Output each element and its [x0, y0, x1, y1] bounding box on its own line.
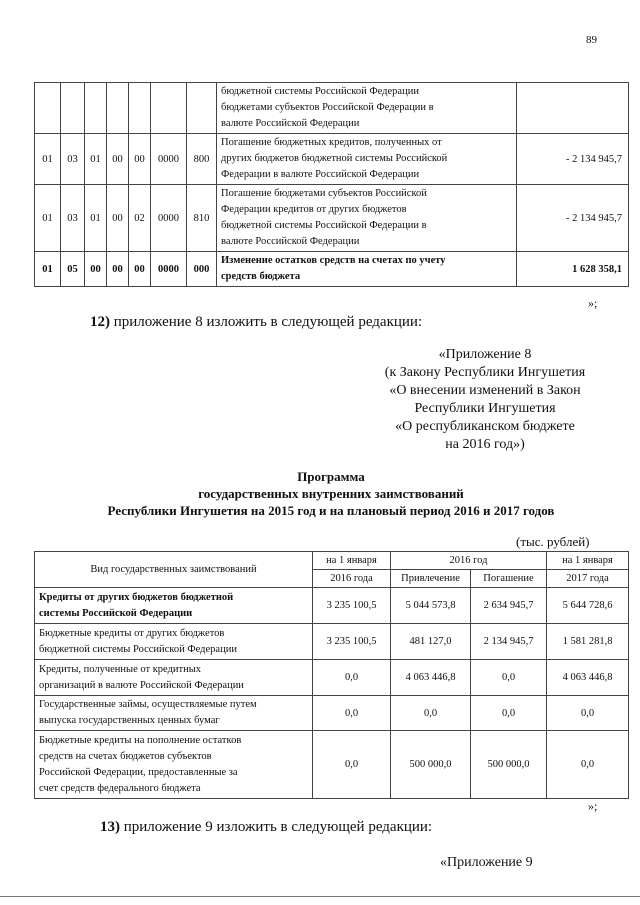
header-attract: Привлечение: [391, 570, 471, 588]
appendix-line: «Приложение 8: [438, 347, 532, 362]
table-row: [35, 696, 629, 731]
row-name: [217, 83, 517, 134]
value-v2016: 3 235 100,5: [313, 588, 391, 624]
borrowing-kind-line: Бюджетные кредиты на пополнение остатков: [39, 734, 242, 746]
code-cell: [187, 83, 217, 134]
item-13: [100, 819, 432, 836]
code-cell: 810: [187, 185, 217, 252]
row-name-line: бюджетной системы Российской Федерации в: [221, 220, 427, 231]
code-cell: [61, 83, 85, 134]
amount-cell: 1 628 358,1: [517, 252, 629, 287]
header-year: 2016 год: [391, 552, 547, 570]
table-row: [35, 731, 629, 799]
row-name-line: Погашение бюджетами субъектов Российской: [221, 188, 427, 199]
table-row: [35, 83, 629, 134]
borrowing-kind-line: счет средств федерального бюджета: [39, 782, 201, 794]
header-kind: Вид государственных заимствований: [35, 552, 313, 588]
table-row: [35, 624, 629, 660]
borrowing-kind-line: организаций в валюте Российской Федерации: [39, 679, 244, 691]
table-row: [35, 660, 629, 696]
row-name-line: валюте Российской Федерации: [221, 236, 360, 247]
value-v2017: 0,0: [547, 696, 629, 731]
header-end-line1: на 1 января: [547, 552, 629, 570]
borrowing-kind-line: Бюджетные кредиты от других бюджетов: [39, 627, 225, 639]
borrowing-kind: [35, 731, 313, 799]
table-row: [35, 252, 629, 287]
closing-quote: »;: [588, 296, 598, 310]
value-attract: 4 063 446,8: [391, 660, 471, 696]
value-attract: 500 000,0: [391, 731, 471, 799]
row-name-line: других бюджетов бюджетной системы Российской: [221, 153, 448, 164]
amount-cell: - 2 134 945,7: [517, 185, 629, 252]
code-cell: 01: [35, 134, 61, 185]
appendix-line: (к Закону Республики Ингушетия: [384, 365, 586, 380]
borrowing-kind-line: Российской Федерации, предоставленные за: [39, 766, 238, 778]
header-repay: Погашение: [471, 570, 547, 588]
borrowing-kind-line: бюджетной системы Российской Федерации: [39, 643, 237, 655]
value-attract: 0,0: [391, 696, 471, 731]
value-attract: 5 044 573,8: [391, 588, 471, 624]
row-name-line: Федерации кредитов от других бюджетов: [221, 204, 407, 215]
code-cell: 00: [129, 134, 151, 185]
item-12: [90, 314, 422, 331]
borrowing-kind-line: Государственные займы, осуществляемые путем: [39, 699, 257, 710]
amount-cell: [517, 83, 629, 134]
value-v2016: 3 235 100,5: [313, 624, 391, 660]
units-label: (тыс. рублей): [516, 534, 590, 549]
value-v2016: 0,0: [313, 731, 391, 799]
footer-divider: [0, 896, 640, 897]
row-name-line: Погашение бюджетных кредитов, полученных от: [221, 137, 442, 148]
code-cell: [107, 83, 129, 134]
appendix-8-heading: [360, 346, 610, 454]
value-v2017: 4 063 446,8: [547, 660, 629, 696]
code-cell: 01: [85, 134, 107, 185]
value-v2016: 0,0: [313, 660, 391, 696]
code-cell: 00: [85, 252, 107, 287]
code-cell: [151, 83, 187, 134]
borrowing-kind-line: выпуска государственных ценных бумаг: [39, 715, 220, 726]
item-13-text: приложение 9 изложить в следующей редакции:: [120, 819, 433, 835]
code-cell: 00: [107, 252, 129, 287]
row-name: [217, 134, 517, 185]
header-end-line2: 2017 года: [547, 570, 629, 588]
program-title: [40, 468, 622, 519]
code-cell: 0000: [151, 185, 187, 252]
code-cell: [129, 83, 151, 134]
value-v2017: 1 581 281,8: [547, 624, 629, 660]
value-repay: 0,0: [471, 660, 547, 696]
borrowing-kind: [35, 696, 313, 731]
appendix-line: «О внесении изменений в Закон: [389, 383, 581, 398]
program-title-line: Республики Ингушетия на 2015 год и на плановый период 2016 и 2017 годов: [107, 503, 555, 518]
code-cell: 0000: [151, 252, 187, 287]
code-cell: [85, 83, 107, 134]
table-row: [35, 185, 629, 252]
value-repay: 0,0: [471, 696, 547, 731]
row-name: [217, 252, 517, 287]
row-name-line: Федерации в валюте Российской Федерации: [221, 169, 420, 180]
borrowing-program-table: [34, 551, 629, 799]
code-cell: 000: [187, 252, 217, 287]
value-repay: 500 000,0: [471, 731, 547, 799]
item-12-text: приложение 8 изложить в следующей редакции:: [110, 314, 423, 330]
table-row: [35, 134, 629, 185]
header-start-line1: на 1 января: [313, 552, 391, 570]
value-v2017: 5 644 728,6: [547, 588, 629, 624]
row-name-line: Изменение остатков средств на счетах по учету: [221, 255, 446, 266]
code-cell: 0000: [151, 134, 187, 185]
code-cell: 00: [107, 134, 129, 185]
budget-classification-table: [34, 82, 629, 287]
code-cell: 03: [61, 134, 85, 185]
borrowing-kind-line: средств на счетах бюджетов субъектов: [39, 750, 212, 762]
code-cell: 01: [85, 185, 107, 252]
code-cell: 03: [61, 185, 85, 252]
borrowing-kind: [35, 624, 313, 660]
item-12-number: 12): [90, 314, 110, 330]
table-row: [35, 588, 629, 624]
code-cell: 05: [61, 252, 85, 287]
code-cell: [35, 83, 61, 134]
appendix-9-heading: «Приложение 9: [440, 855, 533, 870]
code-cell: 00: [107, 185, 129, 252]
code-cell: 00: [129, 252, 151, 287]
program-title-line: Программа: [297, 469, 365, 484]
code-cell: 01: [35, 185, 61, 252]
row-name-line: валюте Российской Федерации: [221, 118, 360, 129]
header-start-line2: 2016 года: [313, 570, 391, 588]
value-v2017: 0,0: [547, 731, 629, 799]
row-name-line: бюджетной системы Российской Федерации: [221, 86, 419, 97]
borrowing-kind-line: системы Российской Федерации: [39, 607, 193, 619]
value-v2016: 0,0: [313, 696, 391, 731]
item-13-number: 13): [100, 819, 120, 835]
borrowing-kind: [35, 660, 313, 696]
row-name-line: бюджетами субъектов Российской Федерации в: [221, 102, 434, 113]
program-title-line: государственных внутренних заимствований: [198, 486, 464, 501]
appendix-line: на 2016 год»): [445, 437, 525, 452]
code-cell: 02: [129, 185, 151, 252]
amount-cell: - 2 134 945,7: [517, 134, 629, 185]
borrowing-kind-line: Кредиты от других бюджетов бюджетной: [39, 591, 234, 603]
borrowing-kind-line: Кредиты, полученные от кредитных: [39, 663, 202, 675]
closing-quote: »;: [588, 799, 598, 813]
page-number: 89: [586, 34, 597, 46]
borrowing-kind: [35, 588, 313, 624]
row-name-line: средств бюджета: [221, 271, 301, 282]
code-cell: 800: [187, 134, 217, 185]
value-repay: 2 134 945,7: [471, 624, 547, 660]
code-cell: 01: [35, 252, 61, 287]
value-attract: 481 127,0: [391, 624, 471, 660]
appendix-line: Республики Ингушетия: [414, 401, 556, 416]
row-name: [217, 185, 517, 252]
appendix-line: «О республиканском бюджете: [395, 419, 575, 434]
value-repay: 2 634 945,7: [471, 588, 547, 624]
